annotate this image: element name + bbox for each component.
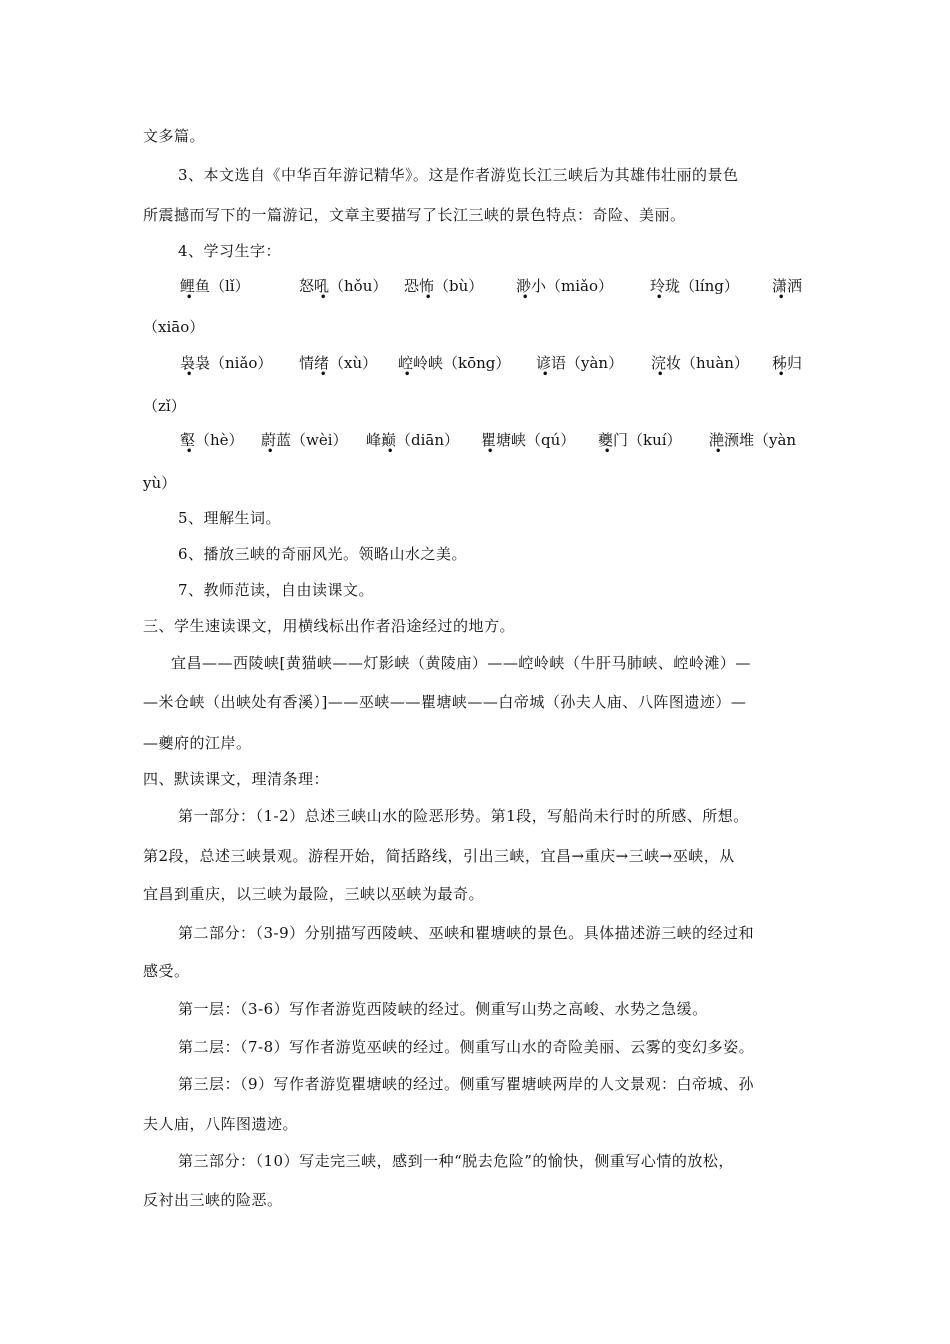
paragraph-text: 3、本文选自《中华百年游记精华》。这是作者游览长江三峡后为其雄伟壮丽的景色 <box>178 166 739 184</box>
vocab-item: （zǐ） <box>143 397 186 415</box>
vocab-item: 瞿塘峡（qú） • <box>481 431 576 457</box>
paragraph-text: 第2段，总述三峡景观。游程开始，简括路线，引出三峡，宜昌→重庆→三峡→巫峡，从 <box>143 847 735 865</box>
vocab-item: 情绪（xù） • <box>299 354 378 380</box>
paragraph-text: 宜昌到重庆，以三峡为最险，三峡以巫峡为最奇。 <box>143 885 485 903</box>
paragraph-text: 6、播放三峡的奇丽风光。领略山水之美。 <box>178 545 468 563</box>
vocab-item: （xiāo） <box>143 318 205 336</box>
paragraph-text: 第三部分：（10）写走完三峡，感到一种“脱去危险”的愉快，侧重写心情的放松， <box>178 1152 734 1170</box>
paragraph-text: 反衬出三峡的险恶。 <box>143 1191 283 1209</box>
paragraph-text: 宜昌——西陵峡[黄猫峡——灯影峡（黄陵庙）——崆岭峡（牛肝马肺峡、崆岭滩）— <box>171 654 751 672</box>
paragraph-text: 5、理解生词。 <box>178 509 282 527</box>
section-heading: 四、默读课文，理清条理： <box>143 770 330 788</box>
paragraph-text: 7、教师范读，自由读课文。 <box>178 581 375 599</box>
paragraph-text: 第一部分：（1-2）总述三峡山水的险恶形势。第1段，写船尚未行时的所感、所想。 <box>178 807 749 825</box>
paragraph-text: 文多篇。 <box>143 127 206 145</box>
paragraph-text: 感受。 <box>143 962 190 980</box>
section-heading: 三、学生速读课文，用横线标出作者沿途经过的地方。 <box>143 617 516 635</box>
vocab-item: 玲珑（líng） • <box>650 277 739 303</box>
vocab-item: yù） <box>143 474 177 492</box>
vocab-item: 蔚蓝（wèi） • <box>261 431 348 457</box>
vocab-item: 崆岭峡（kōng） • <box>398 354 511 380</box>
vocab-item: 鲤鱼（lǐ） • <box>180 277 250 303</box>
paragraph-text: 第二部分：（3-9）分别描写西陵峡、巫峡和瞿塘峡的景色。具体描述游三峡的经过和 <box>178 924 755 942</box>
vocab-item: 渺小（miǎo） • <box>516 277 613 303</box>
paragraph-text: 第二层：（7-8）写作者游览巫峡的经过。侧重写山水的奇险美丽、云雾的变幻多姿。 <box>178 1038 755 1056</box>
vocab-item: 壑（hè） • <box>180 431 244 457</box>
vocab-item: 谚语（yàn） • <box>536 354 624 380</box>
paragraph-text: 夫人庙，八阵图遗迹。 <box>143 1115 299 1133</box>
vocab-item: 潇洒 • <box>772 277 803 303</box>
vocab-item: 秭归 • <box>772 354 803 380</box>
paragraph-text: 第一层：（3-6）写作者游览西陵峡的经过。侧重写山势之高峻、水势之急缓。 <box>178 1000 708 1018</box>
paragraph-text: —米仓峡（出峡处有香溪）]——巫峡——瞿塘峡——白帝城（孙夫人庙、八阵图遗迹）— <box>143 693 747 711</box>
paragraph-text: —夔府的江岸。 <box>143 734 252 752</box>
paragraph-text: 第三层：（9）写作者游览瞿塘峡的经过。侧重写瞿塘峡两岸的人文景观：白帝城、孙 <box>178 1075 755 1093</box>
vocab-item: 峰巅（diān） • <box>366 431 460 457</box>
paragraph-text: 所震撼而写下的一篇游记，文章主要描写了长江三峡的景色特点：奇险、美丽。 <box>143 206 686 224</box>
vocab-item: 袅袅（niǎo） • <box>180 354 273 380</box>
vocab-item: 滟滪堆（yàn • <box>709 431 797 457</box>
paragraph-text: 4、学习生字： <box>178 242 282 260</box>
vocab-item: 恐怖（bù） • <box>404 277 484 303</box>
vocab-item: 浣妆（huàn） • <box>651 354 749 380</box>
vocab-item: 夔门（kuí） • <box>598 431 682 457</box>
vocab-item: 怒吼（hǒu） • <box>299 277 388 303</box>
